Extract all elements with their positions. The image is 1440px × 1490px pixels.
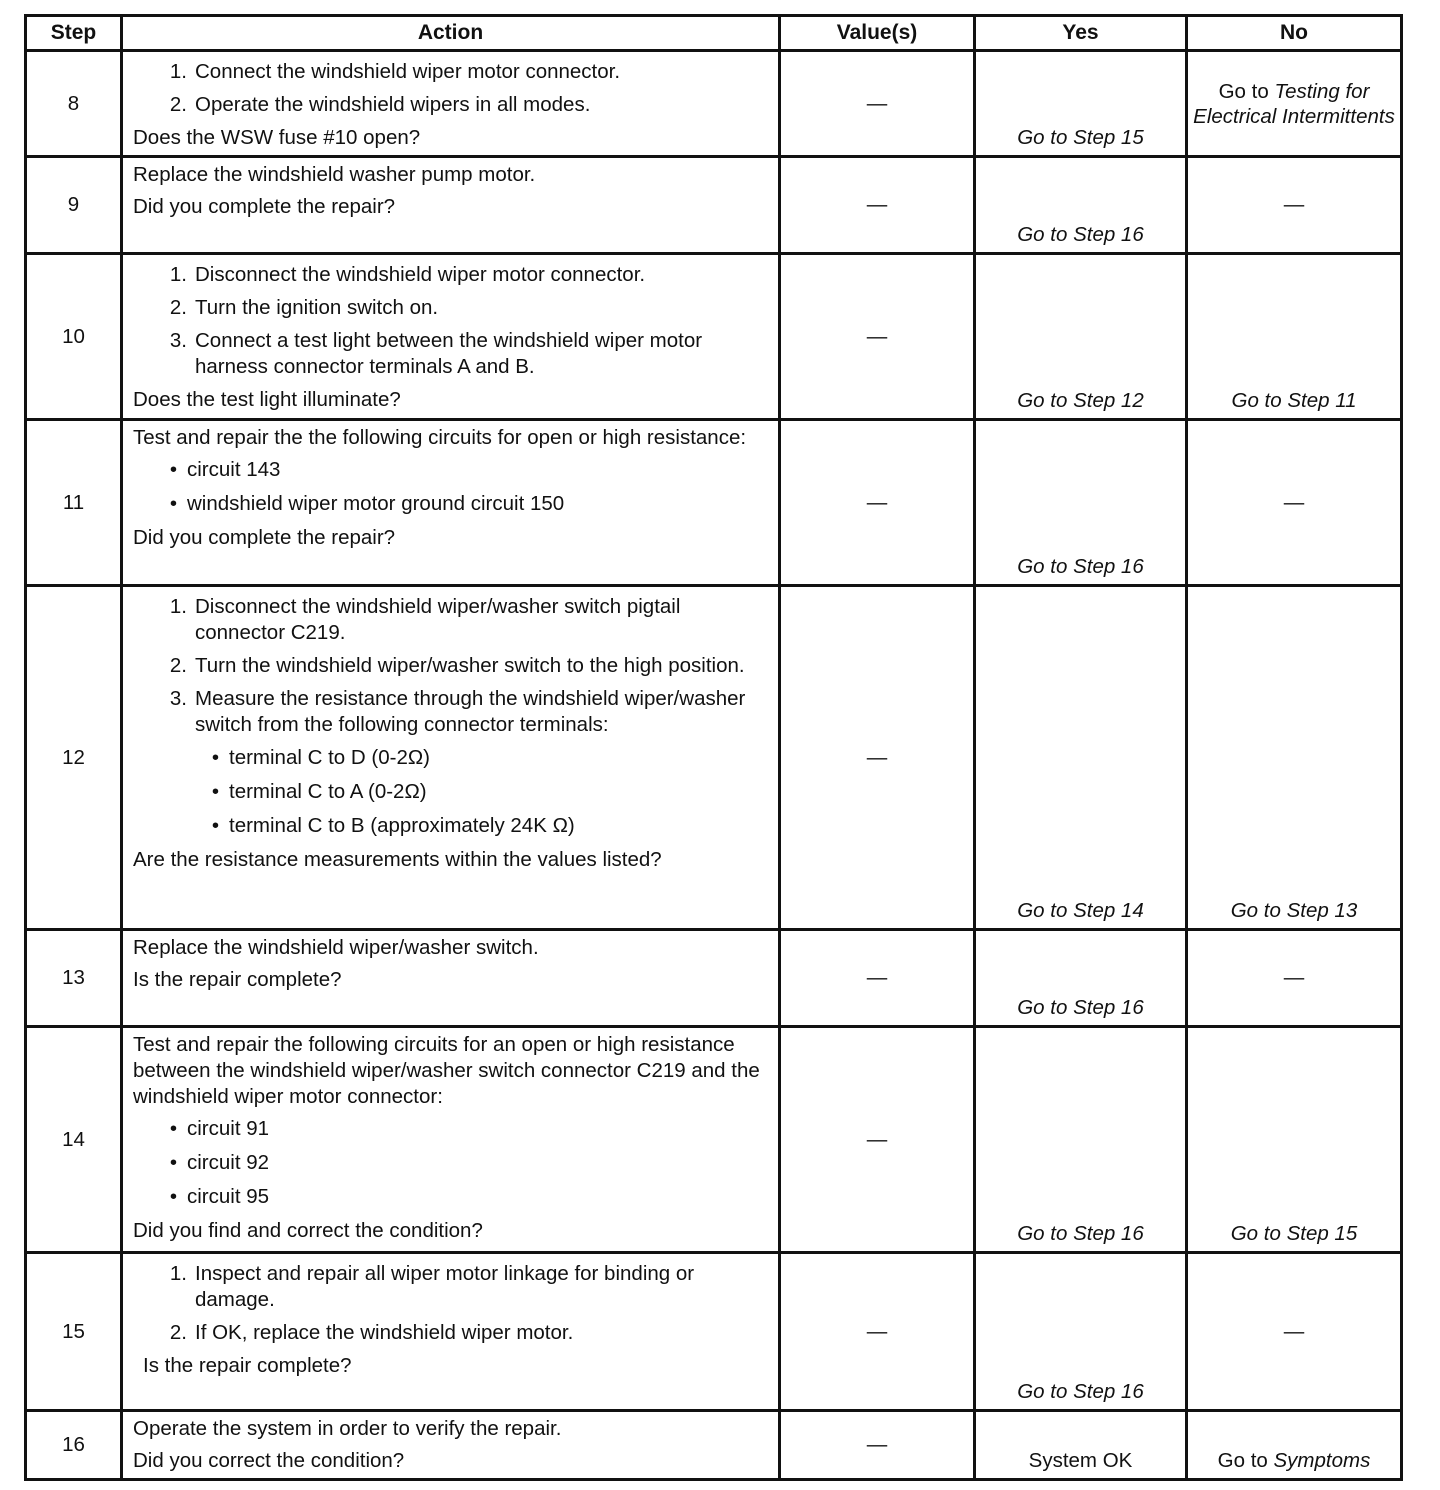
question-text: Are the resistance measurements within the values listed?: [133, 848, 662, 871]
value-cell: —: [780, 157, 975, 254]
header-step: Step: [26, 16, 122, 51]
action-cell: [122, 1253, 780, 1411]
table-row: [26, 586, 1402, 930]
yes-cell: Go to Step 16: [975, 420, 1187, 586]
table-row: [26, 254, 1402, 420]
value-cell: —: [780, 1411, 975, 1480]
table-row: [26, 1411, 1402, 1480]
no-cell: Go to Step 15: [1187, 1027, 1402, 1253]
step-number: 9: [26, 157, 122, 254]
table-row: [26, 51, 1402, 157]
numbered-item: 1. Inspect and repair all wiper motor linkage for binding or damage.: [169, 1262, 695, 1311]
question-text: Did you correct the condition?: [133, 1449, 405, 1472]
step-number: 10: [26, 254, 122, 420]
value-cell: —: [780, 1027, 975, 1253]
step-number: 12: [26, 586, 122, 930]
numbered-item: 1. Disconnect the windshield wiper motor connector.: [169, 263, 646, 286]
numbered-item: 2. If OK, replace the windshield wiper motor.: [169, 1321, 574, 1344]
action-cell: Replace the windshield washer pump motor. Did you complete the repair?: [122, 157, 780, 254]
bullet-item: • circuit 92: [169, 1151, 270, 1174]
numbered-item: 2. Turn the ignition switch on.: [169, 296, 439, 319]
step-number: 8: [26, 51, 122, 157]
bullet-item: • terminal C to D (0-2Ω): [211, 746, 431, 769]
no-cell: —: [1187, 1253, 1402, 1411]
numbered-item: 2. Operate the windshield wipers in all modes.: [169, 93, 591, 116]
header-values: Value(s): [780, 16, 975, 51]
no-cell: —: [1187, 420, 1402, 586]
numbered-item: 1. Disconnect the windshield wiper/washer switch pigtail connector C219.: [169, 595, 681, 644]
numbered-item: 2. Turn the windshield wiper/washer switch to the high position.: [169, 654, 745, 677]
question-text: Is the repair complete?: [133, 968, 342, 991]
yes-cell: Go to Step 12: [975, 254, 1187, 420]
question-text: Is the repair complete?: [143, 1354, 352, 1377]
yes-cell: Go to Step 16: [975, 1027, 1187, 1253]
yes-cell: Go to Step 15: [975, 51, 1187, 157]
bullet-item: • terminal C to A (0-2Ω): [211, 780, 427, 803]
bullet-item: • terminal C to B (approximately 24K Ω): [211, 814, 575, 837]
yes-cell: Go to Step 16: [975, 1253, 1187, 1411]
value-cell: —: [780, 51, 975, 157]
action-cell: Test and repair the the following circuits for open or high resistance: • circuit 143 • windshield wiper motor ground circuit 150 Did you complete the repair?: [122, 420, 780, 586]
yes-cell: Go to Step 14: [975, 586, 1187, 930]
bullet-item: • circuit 95: [169, 1185, 270, 1208]
no-cell: Go to Step 11: [1187, 254, 1402, 420]
header-action: Action: [122, 16, 780, 51]
header-yes: Yes: [975, 16, 1187, 51]
table-row: [26, 930, 1402, 1027]
no-cell: Go to Step 13: [1187, 586, 1402, 930]
numbered-item: 1. Connect the windshield wiper motor connector.: [169, 60, 621, 83]
no-cell: —: [1187, 930, 1402, 1027]
question-text: Did you complete the repair?: [133, 526, 396, 549]
yes-cell: Go to Step 16: [975, 930, 1187, 1027]
header-no: No: [1187, 16, 1402, 51]
question-text: Did you find and correct the condition?: [133, 1219, 483, 1242]
question-text: Does the test light illuminate?: [133, 388, 401, 411]
table-row: [26, 1027, 1402, 1253]
step-number: 15: [26, 1253, 122, 1411]
no-cell: —: [1187, 157, 1402, 254]
table-row: [26, 157, 1402, 254]
table-row: [26, 420, 1402, 586]
diagnostic-table: [24, 14, 1403, 1481]
action-cell: Replace the windshield wiper/washer switch. Is the repair complete?: [122, 930, 780, 1027]
table-row: [26, 1253, 1402, 1411]
question-text: Did you complete the repair?: [133, 195, 396, 218]
question-text: Does the WSW fuse #10 open?: [133, 126, 421, 149]
action-cell: [122, 254, 780, 420]
value-cell: —: [780, 254, 975, 420]
action-cell: [122, 51, 780, 157]
bullet-item: • circuit 91: [169, 1117, 270, 1140]
action-cell: Operate the system in order to verify the repair. Did you correct the condition?: [122, 1411, 780, 1480]
no-cell: Go to Symptoms: [1187, 1411, 1402, 1480]
header-row: [26, 16, 1402, 51]
step-number: 13: [26, 930, 122, 1027]
step-number: 16: [26, 1411, 122, 1480]
numbered-item: 3. Measure the resistance through the windshield wiper/washer switch from the following connector terminals:: [169, 687, 746, 736]
no-cell: Go to Testing for Electrical Intermittents: [1187, 51, 1402, 157]
numbered-item: 3. Connect a test light between the windshield wiper motor harness connector terminals A and B.: [169, 329, 703, 378]
step-number: 14: [26, 1027, 122, 1253]
bullet-item: • windshield wiper motor ground circuit 150: [169, 492, 565, 515]
bullet-item: • circuit 143: [169, 458, 281, 481]
yes-cell: System OK: [975, 1411, 1187, 1480]
action-cell: [122, 586, 780, 930]
value-cell: —: [780, 586, 975, 930]
value-cell: —: [780, 420, 975, 586]
yes-cell: Go to Step 16: [975, 157, 1187, 254]
step-number: 11: [26, 420, 122, 586]
value-cell: —: [780, 1253, 975, 1411]
value-cell: —: [780, 930, 975, 1027]
action-cell: Test and repair the following circuits for an open or high resistance between the windshield wiper/washer switch connector C219 and the windshield wiper motor connector: • circuit 91 • circuit 92 • circuit 95 Did you find and correct the condition?: [122, 1027, 780, 1253]
